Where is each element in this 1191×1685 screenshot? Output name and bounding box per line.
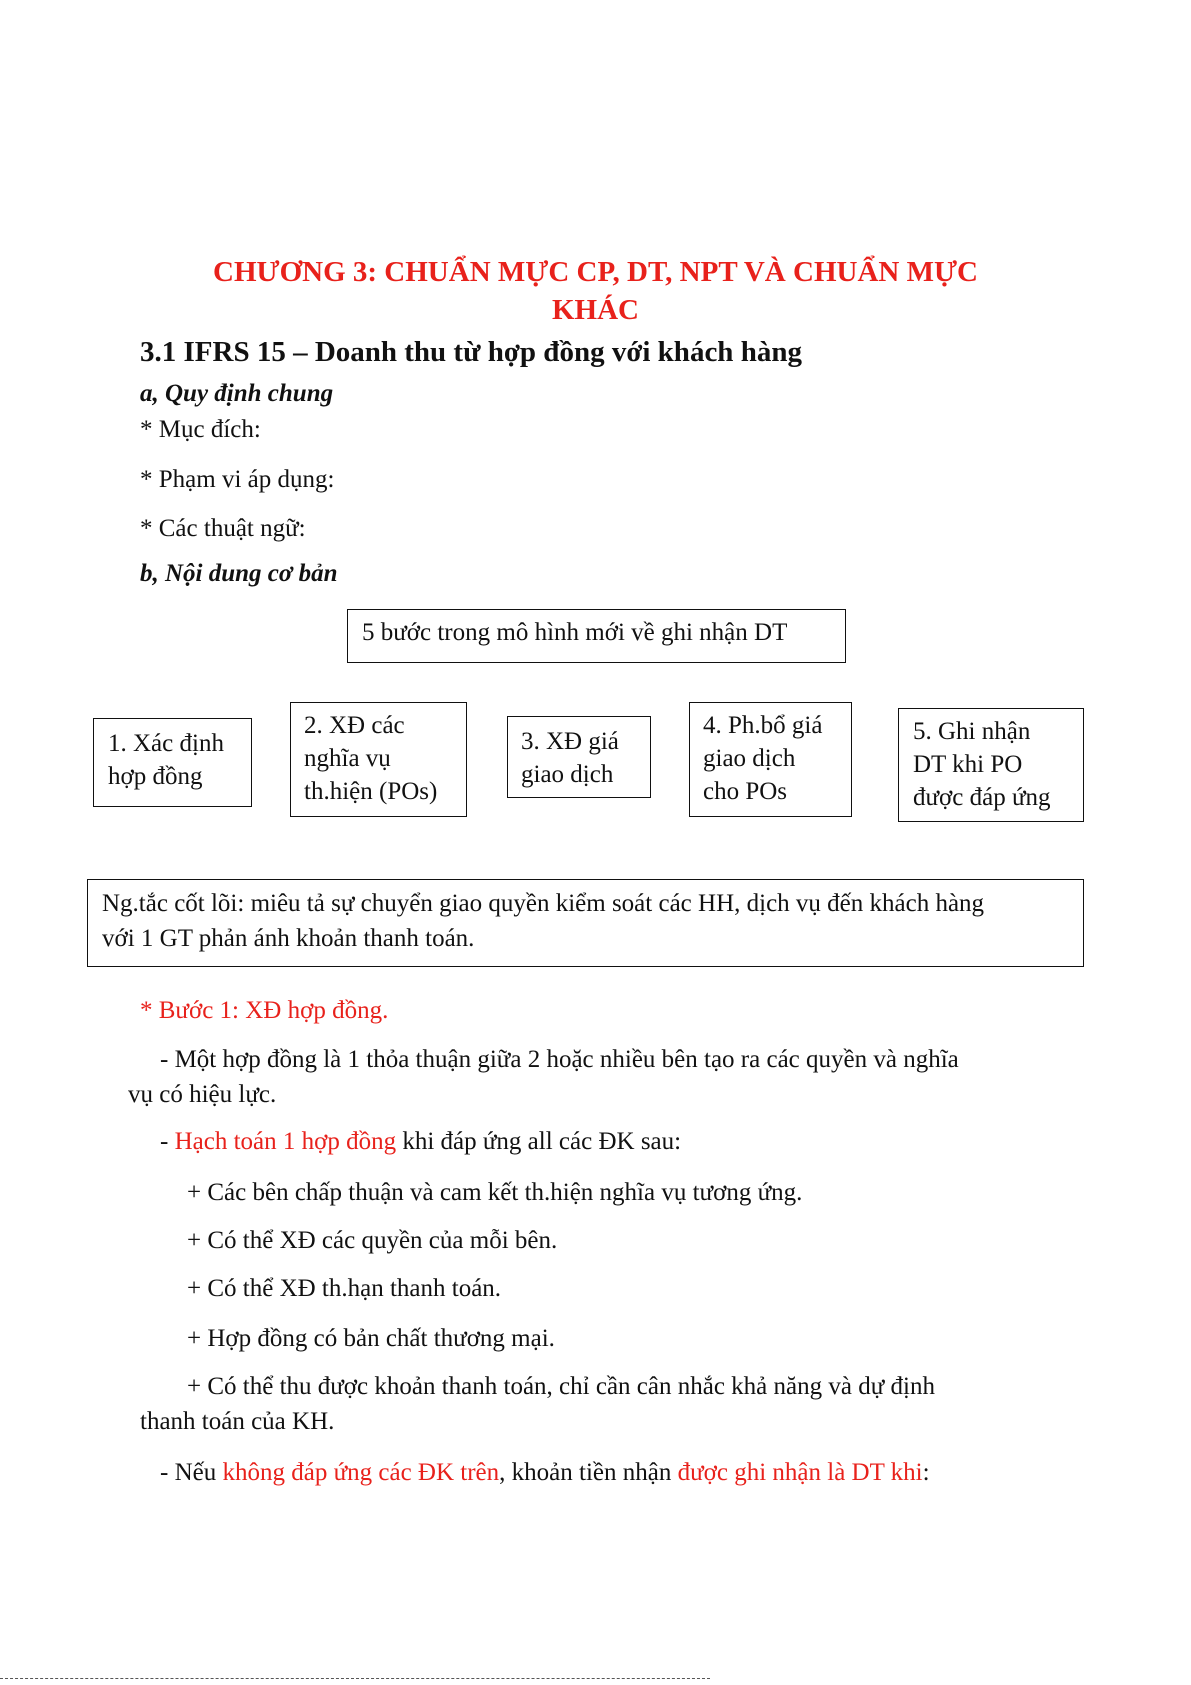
step-box-1 — [93, 718, 252, 807]
part-a-heading: a, Quy định chung — [140, 380, 334, 407]
accounting-condition-rest: khi đáp ứng all các ĐK sau: — [396, 1128, 682, 1155]
condition-item: + Có thể XĐ th.hạn thanh toán. — [187, 1275, 502, 1302]
diagram-title: 5 bước trong mô hình mới về ghi nhận DT — [362, 619, 788, 646]
otherwise-middle: , khoản tiền nhận — [499, 1459, 678, 1486]
step-box-3 — [507, 716, 651, 798]
accounting-condition-prefix: - — [160, 1128, 175, 1155]
step-4-line: 4. Ph.bổ giá — [703, 712, 823, 739]
purpose-item: * Mục đích: — [140, 416, 261, 443]
step-2-line: th.hiện (POs) — [304, 778, 438, 805]
accounting-condition — [160, 1125, 681, 1159]
otherwise-end: : — [922, 1459, 930, 1486]
diagram-title-box — [347, 609, 846, 663]
step-5-line: DT khi PO — [913, 751, 1023, 778]
core-principle-box — [87, 879, 1084, 967]
step-4-line: giao dịch — [703, 745, 796, 772]
step-3-line: 3. XĐ giá — [521, 728, 619, 755]
chapter-title-line2: KHÁC — [552, 294, 639, 326]
part-b-heading: b, Nội dung cơ bản — [140, 560, 338, 587]
step-1-line: hợp đồng — [108, 763, 203, 790]
step-3-line: giao dịch — [521, 761, 614, 788]
condition-item: + Có thể XĐ các quyền của mỗi bên. — [187, 1227, 558, 1254]
section-heading: 3.1 IFRS 15 – Doanh thu từ hợp đồng với khách hàng — [140, 336, 802, 368]
chapter-title-line1: CHƯƠNG 3: CHUẨN MỰC CP, DT, NPT VÀ CHUẨN MỰC — [213, 256, 978, 288]
accounting-condition-highlight: Hạch toán 1 hợp đồng — [174, 1128, 397, 1155]
step-5-line: 5. Ghi nhận — [913, 718, 1031, 745]
definition-line2: vụ có hiệu lực. — [128, 1081, 277, 1108]
condition-item: + Hợp đồng có bản chất thương mại. — [187, 1325, 555, 1352]
step-2-line: nghĩa vụ — [304, 745, 391, 772]
terms-item: * Các thuật ngữ: — [140, 515, 306, 542]
otherwise-highlight-1: không đáp ứng các ĐK trên — [222, 1459, 500, 1486]
scope-item: * Phạm vi áp dụng: — [140, 466, 335, 493]
core-principle-line: Ng.tắc cốt lõi: miêu tả sự chuyển giao quyền kiểm soát các HH, dịch vụ đến khách hàng — [102, 890, 985, 917]
footer-divider — [0, 1678, 710, 1679]
condition-item: + Các bên chấp thuận và cam kết th.hiện nghĩa vụ tương ứng. — [187, 1179, 803, 1206]
step-2-line: 2. XĐ các — [304, 712, 405, 739]
step1-heading: * Bước 1: XĐ hợp đồng. — [140, 997, 389, 1024]
otherwise-highlight-2: được ghi nhận là DT khi — [677, 1459, 923, 1486]
step-5-line: được đáp ứng — [913, 784, 1051, 811]
condition-item: + Có thể thu được khoản thanh toán, chỉ cần cân nhắc khả năng và dự định — [187, 1373, 935, 1400]
step-box-5 — [898, 708, 1084, 822]
step-box-2 — [290, 702, 467, 817]
core-principle-line: với 1 GT phản ánh khoản thanh toán. — [102, 925, 475, 952]
step-box-4 — [689, 702, 852, 817]
definition-line1: - Một hợp đồng là 1 thỏa thuận giữa 2 hoặc nhiều bên tạo ra các quyền và nghĩa — [160, 1046, 959, 1073]
condition-item-continued: thanh toán của KH. — [140, 1408, 335, 1435]
otherwise-prefix: - Nếu — [160, 1459, 223, 1486]
otherwise-line — [160, 1456, 930, 1490]
step-1-line: 1. Xác định — [108, 730, 224, 757]
step-4-line: cho POs — [703, 778, 788, 805]
